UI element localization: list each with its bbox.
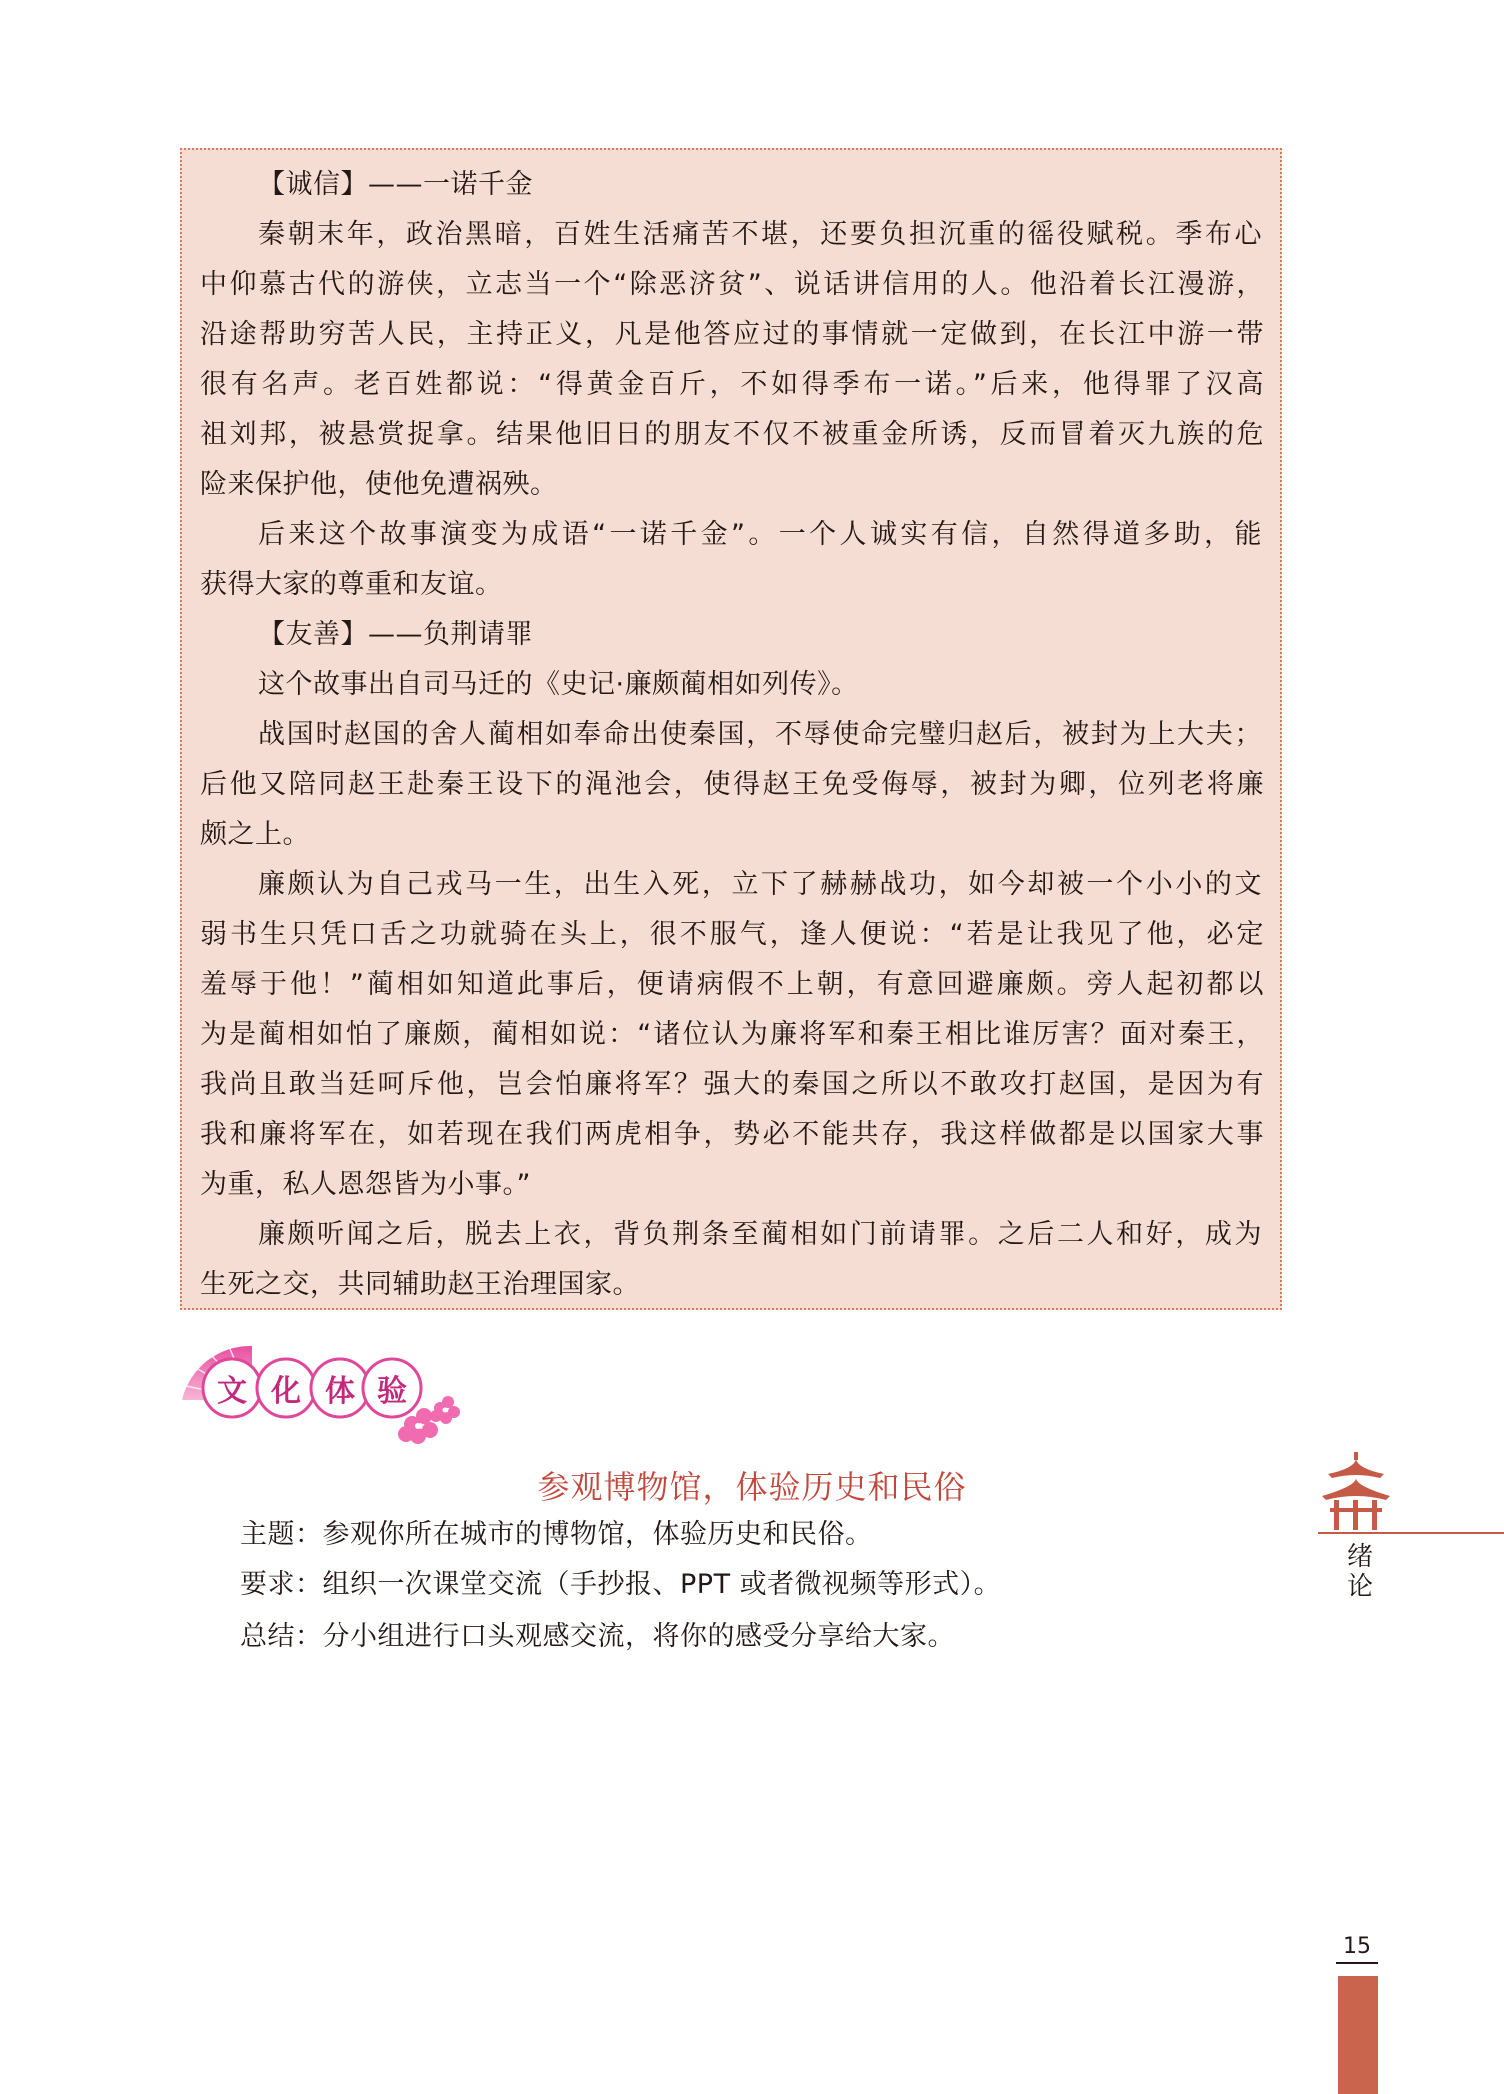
chapter-label-char: 绪 bbox=[1346, 1542, 1373, 1572]
story-line: 廉颇认为自己戎马一生，出生入死，立下了赫赫战功，如今却被一个小小的文 bbox=[258, 869, 1262, 900]
story-line: 后来这个故事演变为成语“一诺千金”。一个人诚实有信，自然得道多助，能 bbox=[258, 519, 1262, 550]
story-line: 为是蔺相如怕了廉颇，蔺相如说：“诸位认为廉将军和秦王相比谁厉害？面对秦王， bbox=[200, 1019, 1264, 1050]
culture-experience-badge bbox=[178, 1346, 468, 1446]
story-line: 秦朝末年，政治黑暗，百姓生活痛苦不堪，还要负担沉重的徭役赋税。季布心 bbox=[258, 219, 1262, 250]
heading-honesty: 【诚信】——一诺千金 bbox=[258, 169, 533, 200]
story-line: 祖刘邦，被悬赏捉拿。结果他旧日的朋友不仅不被重金所诱，反而冒着灭九族的危 bbox=[200, 419, 1264, 450]
story-line: 颇之上。 bbox=[200, 819, 310, 850]
story-line: 我和廉将军在，如若现在我们两虎相争，势必不能共存，我这样做都是以国家大事 bbox=[200, 1119, 1264, 1150]
activity-theme: 主题：参观你所在城市的博物馆，体验历史和民俗。 bbox=[240, 1519, 873, 1550]
story-line: 很有名声。老百姓都说：“得黄金百斤，不如得季布一诺。”后来，他得罪了汉高 bbox=[200, 369, 1264, 400]
badge-char: 文 bbox=[217, 1374, 247, 1409]
chapter-tab-label bbox=[1340, 1542, 1380, 1602]
pavilion-icon bbox=[1318, 1452, 1504, 1532]
side-rule bbox=[1318, 1532, 1504, 1534]
badge-char: 验 bbox=[377, 1374, 407, 1409]
story-line: 中仰慕古代的游侠，立志当一个“除恶济贫”、说话讲信用的人。他沿着长江漫游， bbox=[200, 269, 1264, 300]
heading-friendliness: 【友善】——负荆请罪 bbox=[258, 619, 533, 650]
badge-char: 体 bbox=[325, 1374, 355, 1409]
story-line: 生死之交，共同辅助赵王治理国家。 bbox=[200, 1269, 640, 1300]
story-line: 获得大家的尊重和友谊。 bbox=[200, 569, 503, 600]
story-box bbox=[180, 148, 1282, 1310]
activity-title: 参观博物馆，体验历史和民俗 bbox=[537, 1468, 967, 1506]
page-number: 15 bbox=[1336, 1932, 1378, 1964]
story-line: 后他又陪同赵王赴秦王设下的渑池会，使得赵王免受侮辱，被封为卿，位列老将廉 bbox=[200, 769, 1264, 800]
chapter-label-char: 论 bbox=[1346, 1572, 1373, 1602]
story-line: 这个故事出自司马迁的《史记·廉颇蔺相如列传》。 bbox=[258, 669, 859, 700]
story-line: 羞辱于他！”蔺相如知道此事后，便请病假不上朝，有意回避廉颇。旁人起初都以 bbox=[200, 969, 1264, 1000]
story-line: 廉颇听闻之后，脱去上衣，背负荆条至蔺相如门前请罪。之后二人和好，成为 bbox=[258, 1219, 1262, 1250]
badge-char: 化 bbox=[271, 1374, 301, 1409]
story-line: 战国时赵国的舍人蔺相如奉命出使秦国，不辱使命完璧归赵后，被封为上大夫； bbox=[258, 719, 1262, 750]
activity-summary: 总结：分小组进行口头观感交流，将你的感受分享给大家。 bbox=[240, 1621, 955, 1652]
story-line: 我尚且敢当廷呵斥他，岂会怕廉将军？强大的秦国之所以不敢攻打赵国，是因为有 bbox=[200, 1069, 1264, 1100]
page-accent-bar bbox=[1338, 1976, 1378, 2094]
story-line: 为重，私人恩怨皆为小事。” bbox=[200, 1169, 531, 1200]
story-line: 沿途帮助穷苦人民，主持正义，凡是他答应过的事情就一定做到，在长江中游一带 bbox=[200, 319, 1264, 350]
story-line: 弱书生只凭口舌之功就骑在头上，很不服气，逢人便说：“若是让我见了他，必定 bbox=[200, 919, 1264, 950]
activity-requirement: 要求：组织一次课堂交流（手抄报、PPT 或者微视频等形式）。 bbox=[240, 1569, 1002, 1600]
story-line: 险来保护他，使他免遭祸殃。 bbox=[200, 469, 558, 500]
